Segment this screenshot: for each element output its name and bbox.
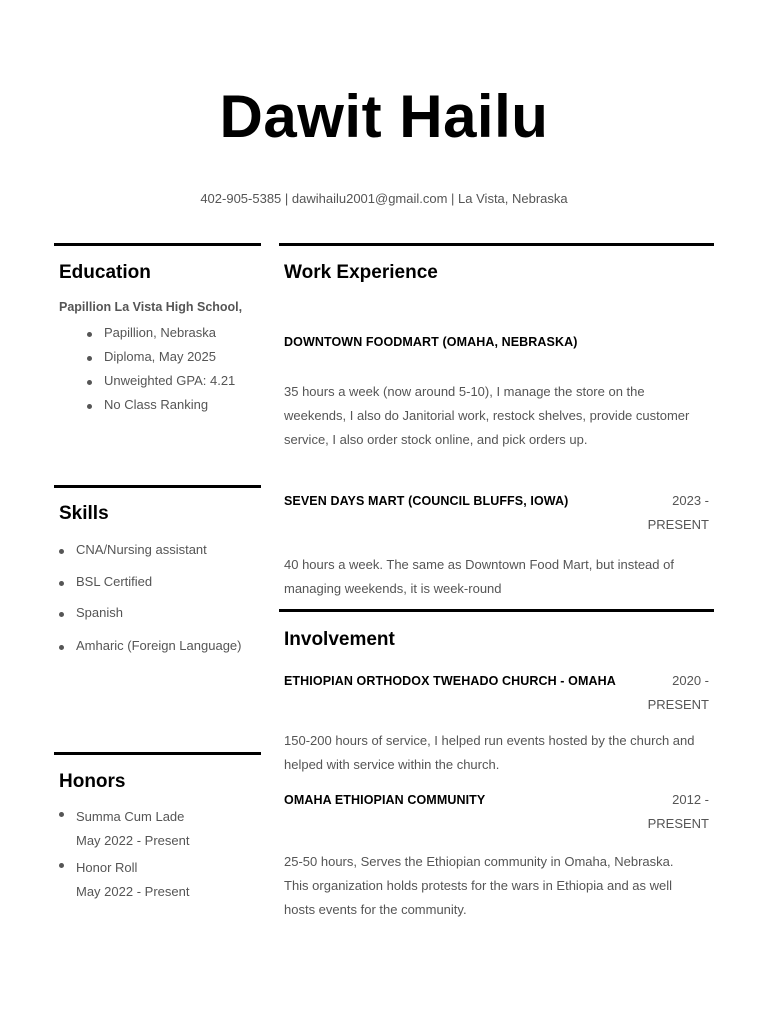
involvement-description bbox=[284, 729, 714, 777]
job-description bbox=[284, 380, 714, 452]
skill-item: BSL Certified bbox=[76, 574, 241, 605]
involvement-description-line: hosts events for the community. bbox=[284, 902, 467, 917]
job-date bbox=[648, 489, 709, 537]
skills-title: Skills bbox=[59, 503, 109, 524]
job-date-start: 2023 - bbox=[672, 493, 709, 508]
education-item: Diploma, May 2025 bbox=[104, 349, 235, 373]
involvement-date-start: 2020 - bbox=[672, 673, 709, 688]
skill-item: Spanish bbox=[76, 605, 241, 638]
work-title: Work Experience bbox=[284, 262, 438, 283]
involvement-date-end: PRESENT bbox=[647, 697, 709, 712]
job-description bbox=[284, 553, 714, 601]
contact-line: 402-905-5385 | dawihailu2001@gmail.com | La Vista, Nebraska bbox=[200, 191, 568, 206]
involvement-date-end: PRESENT bbox=[647, 816, 709, 831]
honor-item bbox=[76, 856, 189, 912]
work-rule bbox=[279, 243, 714, 246]
job-employer: DOWNTOWN FOODMART (OMAHA, NEBRASKA) bbox=[284, 335, 578, 349]
job-description-line: 40 hours a week. The same as Downtown Food Mart, but instead of bbox=[284, 557, 674, 572]
honor-name: Honor Roll bbox=[76, 860, 138, 875]
job-employer: SEVEN DAYS MART (COUNCIL BLUFFS, IOWA) bbox=[284, 494, 569, 508]
job-description-line: service, I also order stock online, and pick orders up. bbox=[284, 432, 588, 447]
involvement-description-line: 150-200 hours of service, I helped run events hosted by the church and bbox=[284, 733, 695, 748]
job-description-line: weekends, I also do Janitorial work, restock shelves, provide customer bbox=[284, 408, 690, 423]
skill-item: Amharic (Foreign Language) bbox=[76, 638, 241, 662]
honors-rule bbox=[54, 752, 261, 755]
education-item: Papillion, Nebraska bbox=[104, 325, 235, 349]
education-item: No Class Ranking bbox=[104, 397, 235, 421]
involvement-date bbox=[648, 669, 709, 717]
involvement-description-line: 25-50 hours, Serves the Ethiopian community in Omaha, Nebraska. bbox=[284, 854, 674, 869]
involvement-title: Involvement bbox=[284, 629, 395, 650]
job-description-line: 35 hours a week (now around 5-10), I manage the store on the bbox=[284, 384, 645, 399]
involvement-date-start: 2012 - bbox=[672, 792, 709, 807]
job-date-end: PRESENT bbox=[647, 517, 709, 532]
education-item: Unweighted GPA: 4.21 bbox=[104, 373, 235, 397]
involvement-description-line: This organization holds protests for the wars in Ethiopia and as well bbox=[284, 878, 673, 893]
honors-title: Honors bbox=[59, 771, 126, 792]
honor-date: May 2022 - Present bbox=[76, 833, 190, 848]
school-name: Papillion La Vista High School, bbox=[59, 300, 243, 314]
education-title: Education bbox=[59, 262, 151, 283]
honor-name: Summa Cum Lade bbox=[76, 809, 185, 824]
involvement-org: ETHIOPIAN ORTHODOX TWEHADO CHURCH - OMAHA bbox=[284, 674, 616, 688]
involvement-description bbox=[284, 850, 714, 922]
honor-date: May 2022 - Present bbox=[76, 884, 190, 899]
involvement-rule bbox=[279, 609, 714, 612]
involvement-description-line: helped with service within the church. bbox=[284, 757, 500, 772]
resume-name: Dawit Hailu bbox=[219, 83, 549, 150]
skills-list bbox=[76, 542, 241, 662]
involvement-date bbox=[648, 788, 709, 836]
education-rule bbox=[54, 243, 261, 246]
skills-rule bbox=[54, 485, 261, 488]
education-list bbox=[104, 325, 235, 421]
honors-list bbox=[76, 810, 189, 912]
skill-item: CNA/Nursing assistant bbox=[76, 542, 241, 574]
job-description-line: managing weekends, it is week-round bbox=[284, 581, 502, 596]
involvement-org: OMAHA ETHIOPIAN COMMUNITY bbox=[284, 793, 486, 807]
honor-item bbox=[76, 805, 189, 861]
